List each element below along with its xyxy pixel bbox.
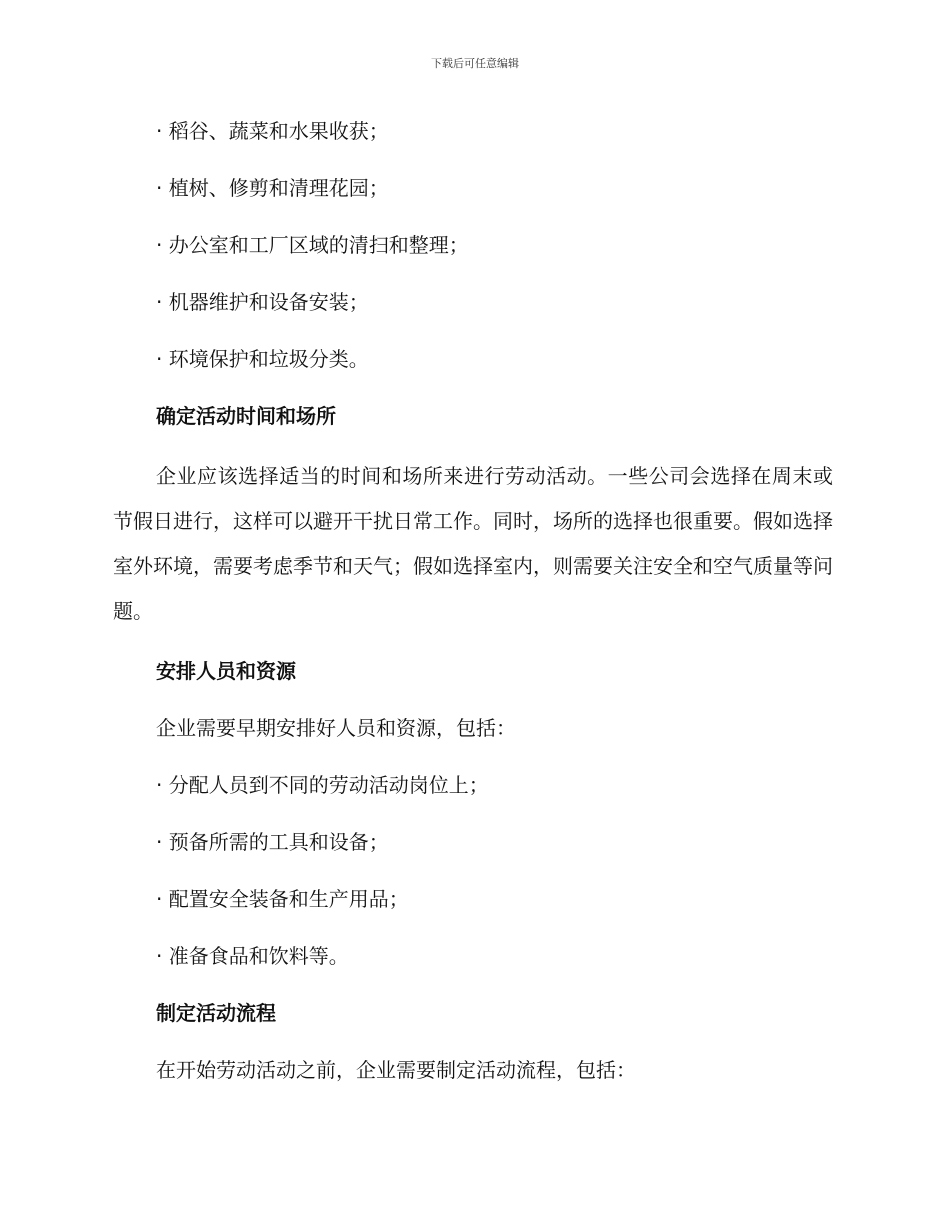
paragraph-process-intro: 在开始劳动活动之前，企业需要制定活动流程，包括： bbox=[156, 1058, 636, 1082]
page-header: 下载后可任意编辑 bbox=[431, 57, 519, 70]
section-heading-time-place: 确定活动时间和场所 bbox=[156, 404, 336, 428]
list-item: · 办公室和工厂区域的清扫和整理； bbox=[156, 233, 469, 257]
list-item: · 植树、修剪和清理花园； bbox=[156, 176, 389, 200]
section-heading-people-resources: 安排人员和资源 bbox=[156, 659, 296, 683]
list-item: · 准备食品和饮料等。 bbox=[156, 944, 349, 968]
list-item: · 稻谷、蔬菜和水果收获； bbox=[156, 119, 389, 143]
document-body bbox=[113, 112, 833, 1108]
section-heading-process: 制定活动流程 bbox=[156, 1001, 276, 1025]
paragraph-people-resources-intro: 企业需要早期安排好人员和资源，包括： bbox=[156, 716, 516, 740]
paragraph-time-place: 企业应该选择适当的时间和场所来进行劳动活动。一些公司会选择在周末或节假日进行，这样可以避开干扰日常工作。同时，场所的选择也很重要。假如选择室外环境，需要考虑季节和天气；假如选择室内，则需要关注安全和空气质量等问题。 bbox=[113, 464, 833, 623]
list-item: · 环境保护和垃圾分类。 bbox=[156, 347, 369, 371]
list-item: · 分配人员到不同的劳动活动岗位上； bbox=[156, 773, 489, 797]
list-item: · 配置安全装备和生产用品； bbox=[156, 887, 409, 911]
list-item: · 机器维护和设备安装； bbox=[156, 290, 369, 314]
list-item: · 预备所需的工具和设备； bbox=[156, 830, 389, 854]
